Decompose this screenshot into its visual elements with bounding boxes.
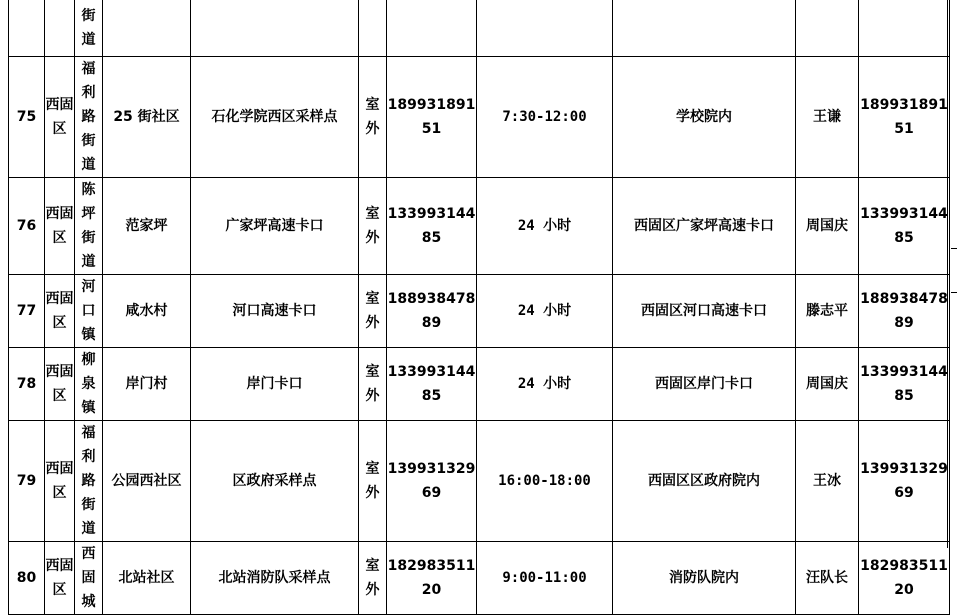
cell-phone: 18298351120 [387, 542, 477, 615]
cell-no: 78 [9, 348, 45, 421]
cell-contact-phone: 13993132969 [859, 421, 950, 542]
cell-contact: 王谦 [796, 57, 859, 178]
table-row [9, 348, 950, 421]
cell-street: 陈坪街道 [75, 178, 103, 275]
cell-community: 公园西社区 [103, 421, 191, 542]
cell-site: 北站消防队采样点 [191, 542, 359, 615]
cell-contact: 滕志平 [796, 275, 859, 348]
cell-phone: 18893847889 [387, 275, 477, 348]
cell-phone [387, 0, 477, 57]
cell-district [45, 0, 75, 57]
cell-no: 79 [9, 421, 45, 542]
cell-type: 室外 [359, 348, 387, 421]
cell-community: 范家坪 [103, 178, 191, 275]
cell-district: 西固区 [45, 57, 75, 178]
cell-location: 西固区河口高速卡口 [613, 275, 796, 348]
cell-contact: 汪队长 [796, 542, 859, 615]
right-edge-tick [951, 292, 957, 293]
cell-community [103, 0, 191, 57]
cell-phone: 13993132969 [387, 421, 477, 542]
cell-phone: 13399314485 [387, 178, 477, 275]
cell-hours: 24 小时 [477, 178, 613, 275]
cell-contact-phone: 18298351120 [859, 542, 950, 615]
cell-hours: 9:00-11:00 [477, 542, 613, 615]
cell-hours: 24 小时 [477, 348, 613, 421]
cell-district: 西固区 [45, 178, 75, 275]
cell-community: 咸水村 [103, 275, 191, 348]
cell-type: 室外 [359, 178, 387, 275]
cell-hours: 24 小时 [477, 275, 613, 348]
cell-street: 河口镇 [75, 275, 103, 348]
cell-contact [796, 0, 859, 57]
cell-phone: 18993189151 [387, 57, 477, 178]
cell-street: 街道 [75, 0, 103, 57]
cell-contact-phone: 13399314485 [859, 348, 950, 421]
cell-type [359, 0, 387, 57]
cell-type: 室外 [359, 421, 387, 542]
cell-site: 区政府采样点 [191, 421, 359, 542]
table-row [9, 542, 950, 615]
cell-district: 西固区 [45, 542, 75, 615]
cell-location [613, 0, 796, 57]
cell-street: 福利路街道 [75, 421, 103, 542]
cell-type: 室外 [359, 57, 387, 178]
cell-street: 福利路街道 [75, 57, 103, 178]
cell-site: 河口高速卡口 [191, 275, 359, 348]
cell-no: 77 [9, 275, 45, 348]
cell-location: 消防队院内 [613, 542, 796, 615]
cell-site: 岸门卡口 [191, 348, 359, 421]
cell-district: 西固区 [45, 348, 75, 421]
cell-street: 柳泉镇 [75, 348, 103, 421]
cell-contact: 周国庆 [796, 348, 859, 421]
cell-hours: 16:00-18:00 [477, 421, 613, 542]
cell-site: 石化学院西区采样点 [191, 57, 359, 178]
table-row [9, 275, 950, 348]
cell-hours: 7:30-12:00 [477, 57, 613, 178]
cell-community: 岸门村 [103, 348, 191, 421]
cell-phone: 13399314485 [387, 348, 477, 421]
cell-contact: 周国庆 [796, 178, 859, 275]
table-row [9, 178, 950, 275]
cell-site: 广家坪高速卡口 [191, 178, 359, 275]
cell-community: 25 街社区 [103, 57, 191, 178]
cell-no [9, 0, 45, 57]
right-edge-line [947, 0, 948, 548]
table-row [9, 421, 950, 542]
cell-contact-phone: 13399314485 [859, 178, 950, 275]
cell-street: 西固城 [75, 542, 103, 615]
cell-type: 室外 [359, 275, 387, 348]
cell-contact-phone [859, 0, 950, 57]
cell-no: 80 [9, 542, 45, 615]
cell-contact-phone: 18993189151 [859, 57, 950, 178]
cell-hours [477, 0, 613, 57]
sampling-sites-table [8, 0, 950, 615]
cell-location: 西固区岸门卡口 [613, 348, 796, 421]
right-edge-tick [951, 248, 957, 249]
cell-no: 76 [9, 178, 45, 275]
cell-site [191, 0, 359, 57]
cell-location: 西固区广家坪高速卡口 [613, 178, 796, 275]
cell-location: 学校院内 [613, 57, 796, 178]
cell-community: 北站社区 [103, 542, 191, 615]
cell-location: 西固区区政府院内 [613, 421, 796, 542]
cell-no: 75 [9, 57, 45, 178]
cell-contact: 王冰 [796, 421, 859, 542]
cell-district: 西固区 [45, 421, 75, 542]
table-row-partial [9, 0, 950, 57]
table-row [9, 57, 950, 178]
cell-district: 西固区 [45, 275, 75, 348]
cell-contact-phone: 18893847889 [859, 275, 950, 348]
cell-type: 室外 [359, 542, 387, 615]
